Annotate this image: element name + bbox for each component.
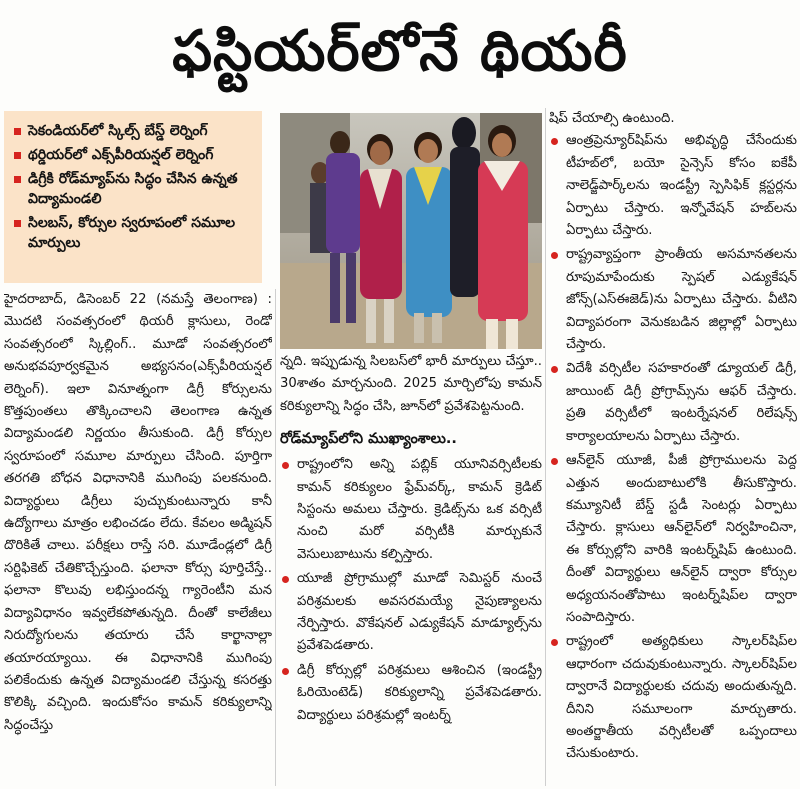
roadmap-point-text: రాష్ట్రంలో అత్యధికులు స్కాలర్‌షిప్‌ల ఆధారంగా చదువుకుంటున్నారు. స్కాలర్‌షిప్‌ల ద్వారానే విద్యార్థులకు చదువు అందుతున్నది. దీనిని సమూలంగా మార్చుతారు. అంతర్జాతీయ వర్సిటీలతో ఒప్పందాలు చేసుకుంటారు.: [566, 634, 797, 762]
roadmap-point-text: రాష్ట్రవ్యాప్తంగా ప్రాంతీయ అసమానతలను రూపుమాపేందుకు స్పెషల్ ఎడ్యుకేషన్ జోన్స్(ఎస్‌ఈజెడ్)ను ఏర్పాటు చేస్తారు. వీటిని విద్యాపరంగా వెనుకబడిన జిల్లాల్లో ఏర్పాటు చేస్తారు.: [566, 247, 797, 353]
news-photo: [280, 113, 542, 349]
highlights-box: [4, 111, 262, 283]
highlight-item: [14, 145, 256, 165]
round-bullet-icon: [551, 252, 558, 259]
roadmap-point: [549, 130, 797, 242]
round-bullet-icon: [551, 639, 558, 646]
round-bullet-icon: [282, 668, 289, 675]
column-divider: [545, 108, 546, 786]
roadmap-point: [549, 244, 797, 356]
roadmap-point-text: యూజీ ప్రోగ్రాముల్లో మూడో సెమిస్టర్ నుంచే పరిశ్రమలకు అవసరమయ్యే నైపుణ్యాలను నేర్పిస్తారు. వొకేషనల్ ఎడ్యుకేషన్ మాడ్యూల్స్‌ను ప్రవేశపెడతారు.: [297, 571, 542, 654]
highlight-item: [14, 169, 256, 209]
round-bullet-icon: [551, 138, 558, 145]
roadmap-point: [549, 631, 797, 765]
article-body-text: షిప్ చేయాల్సి ఉంటుంది.: [549, 111, 675, 126]
roadmap-point: [549, 450, 797, 629]
students-photo: [280, 113, 542, 349]
highlight-item: [14, 213, 256, 253]
round-bullet-icon: [282, 462, 289, 469]
square-bullet-icon: [14, 220, 21, 227]
roadmap-point-text: డిగ్రీ కోర్సుల్లో పరిశ్రమలు ఆశించిన (ఇండస్ట్రీ ఓరియెంటెడ్) కరిక్యులాన్ని ప్రవేశపెడతారు. విద్యార్థులు పరిశ్రమల్లో ఇంటర్న్: [297, 662, 542, 723]
round-bullet-icon: [551, 458, 558, 465]
round-bullet-icon: [551, 366, 558, 373]
roadmap-point: [280, 568, 542, 658]
square-bullet-icon: [14, 128, 21, 135]
roadmap-point-text: విదేశీ వర్సిటీల సహకారంతో డ్యూయల్ డిగ్రీ, జాయింట్ డిగ్రీ ప్రోగ్రామ్స్‌ను ఆఫర్ చేస్తారు. ప్రతి వర్సిటీలో ఇంటర్నేషనల్ రిలేషన్స్ కార్యాలయాలను ఏర్పాటు చేస్తారు.: [566, 361, 797, 444]
article-body-text: హైదరాబాద్, డిసెంబర్ 22 (నమస్తే తెలంగాణ) : మొదటి సంవత్సరంలో థియరీ క్లాసులు, రెండో సంవత్సరంలో స్కిల్లింగ్.. మూడో సంవత్సరంలో అనుభవపూర్వకమైన అభ్యసనం(ఎక్స్‌పీరియన్షల్ లెర్నింగ్). ఇలా వినూత్నంగా డిగ్రీ కోర్సులను కొత్తపుంతలు తొక్కించాలని తెలంగాణ ఉన్నత విద్యామండలి నిర్ణయం తీసుకుంది. డిగ్రీ కోర్సుల స్వరూపంలో సమూల మార్పులు చేసింది. పూర్తిగా తరగతి బోధన విధానానికి ముగింపు పలకనుంది. విద్యార్థులు డిగ్రీలు పుచ్చుకుంటున్నారు కానీ ఉద్యోగాలు మాత్రం లభించడం లేదు. కేవలం అడ్మిషన్ దొరికితే చాలు. పరీక్షలు రాస్తే సరి. మూడేండ్లలో డిగ్రీ సర్టిఫికెట్ చేతికొచ్చేస్తుంది. ఫలానా కోర్సు పూర్తిచేస్తే.. ఫలానా కొలువు లభిస్తుందన్న గ్యారెంటీని మన విద్యావిధానం ఇవ్వలేకపోతున్నది. దీంతో కాలేజీలు నిరుద్యోగులను తయారు చేసే కార్ఖానాల్లా తయారయ్యాయి. ఈ విధానానికి ముగింపు పలికేందుకు ఉన్నత విద్యామండలి చేస్తున్న కసరత్తు కొలిక్కి వచ్చింది. ఇందుకోసం కామన్ కరిక్యులాన్ని సిద్ధంచేస్తు: [4, 292, 272, 733]
round-bullet-icon: [282, 576, 289, 583]
roadmap-point-text: ఆంత్రప్రెన్యూర్‌షిప్‌ను అభివృద్ధి చేసేందుకు టీహబ్‌లో, బయో సైన్సెస్ కోసం ఐకేపీ నాలెడ్జ్‌పార్క్‌లను ఇండస్ట్రీ స్పెసిఫిక్ క్లస్టర్లను ఏర్పాటు చేస్తారు. ఇన్నోవేషన్ హబ్‌లను ఏర్పాటు చేస్తారు.: [566, 133, 797, 239]
roadmap-heading: రోడ్‌మ్యాప్‌లోని ముఖ్యాంశాలు..: [280, 431, 457, 448]
roadmap-point: [549, 358, 797, 448]
column-divider: [275, 289, 276, 786]
roadmap-point-text: ఆన్‌లైన్ యూజీ, పీజీ ప్రోగ్రాములను పెద్ద ఎత్తున అందుబాటులోకి తీసుకొస్తారు. కమ్యూనిటీ బేస్డ్ స్టడీ సెంటర్లు ఏర్పాటు చేస్తారు. క్లాసులు ఆన్‌లైన్‌లో నిర్వహించినా, ఈ కోర్సుల్లోని వారికి ఇంటర్న్‌షిప్ ఉంటుంది. దీంతో విద్యార్థులు ఆన్‌లైన్ ద్వారా కోర్సుల అధ్యయనంతోపాటు ఇంటర్న్‌షిప్‌ల ద్వారా సంపాదిస్తారు.: [566, 453, 797, 625]
highlight-item: [14, 121, 256, 141]
roadmap-point: [280, 660, 542, 727]
article-column-2: [280, 351, 542, 787]
roadmap-point: [280, 454, 542, 566]
article-column-3: [549, 108, 797, 788]
square-bullet-icon: [14, 152, 21, 159]
highlight-text: డిగ్రీకి రోడ్‌మ్యాప్‌ను సిద్ధం చేసిన ఉన్నత విద్యామండలి: [28, 171, 238, 207]
highlight-text: సెకండియర్‌లో స్కిల్స్ బేస్డ్ లెర్నింగ్: [28, 123, 208, 139]
highlight-text: థర్డియర్‌లో ఎక్స్‌పీరియన్షల్ లెర్నింగ్: [28, 147, 214, 163]
article-body-text: న్నది. ఇప్పుడున్న సిలబస్‌లో భారీ మార్పులు చేస్తూ.. 30శాతం మార్చనుంది. 2025 మార్చిలోపు కామన్ కరిక్యులాన్ని సిద్ధం చేసి, జూన్‌లో ప్రవేశపెట్టనుంది.: [280, 354, 542, 414]
roadmap-point-text: రాష్ట్రంలోని అన్ని పబ్లిక్ యూనివర్సిటీలకు కామన్ కరిక్యులం ఫ్రేమ్‌వర్క్, కామన్ క్రెడిట్ సిస్టంను అమలు చేస్తారు. క్రెడిట్స్‌ను ఒక వర్సిటీ నుంచి మరో వర్సిటీకి మార్చుకునే వెసులుబాటును కల్పిస్తారు.: [297, 457, 542, 562]
article-column-1: [4, 289, 272, 785]
headline: ఫస్టియర్‌లోనే థియరీ: [172, 19, 628, 84]
highlight-text: సిలబస్, కోర్సుల స్వరూపంలో సమూల మార్పులు: [28, 215, 236, 251]
square-bullet-icon: [14, 176, 21, 183]
